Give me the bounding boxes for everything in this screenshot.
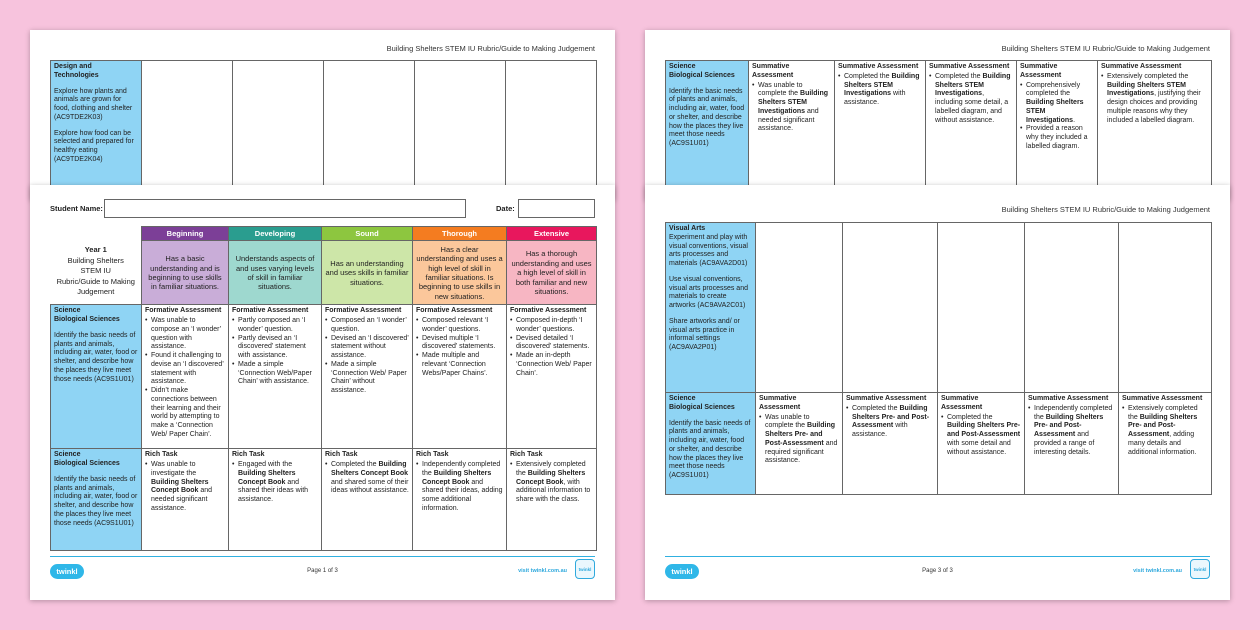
criteria-item	[510, 335, 593, 353]
criteria-text: Made an in-depth ‘Connection Web/ Paper Chain’.	[516, 352, 592, 377]
resource-name: Building Shelters STEM Investigations	[1107, 81, 1186, 98]
back-page-left	[30, 30, 615, 200]
criteria-text: with assistance.	[852, 422, 908, 438]
criteria-list	[838, 73, 922, 108]
intro-line: Building Shelters	[67, 255, 124, 265]
quality-badge-icon: twinkl	[1190, 559, 1210, 579]
criteria-list	[929, 73, 1013, 126]
page-footer	[50, 556, 595, 586]
page-number: Page 3 of 3	[922, 568, 953, 574]
criteria-text: Was unable to complete the	[758, 81, 803, 98]
criteria-text: Extensively completed the	[1107, 72, 1189, 80]
rubric-cell	[1098, 61, 1212, 201]
subject-subtitle: Biological Sciences	[54, 460, 120, 468]
criteria-text: Devised an ‘I discovered’ statement without assistance.	[331, 334, 409, 360]
date-field[interactable]	[518, 199, 595, 218]
criteria-item	[416, 335, 503, 353]
criteria-text: Provided a reason why they included a labelled diagram.	[1026, 125, 1088, 150]
criteria-text: , justifying their design choices and providing multiple reasons why they included a labelled diagram.	[1107, 90, 1201, 124]
criteria-list	[1101, 73, 1208, 126]
criteria-text: , including some detail, a labelled diagram, and without assistance.	[935, 90, 1009, 124]
rubric-cell	[756, 393, 843, 495]
criteria-list	[752, 82, 831, 135]
criteria-list	[232, 461, 318, 505]
criteria-text: Independently completed the	[422, 461, 501, 477]
rubric-table	[50, 226, 597, 551]
subject-title: Design and Technologies	[54, 63, 99, 79]
page-number: Page 1 of 3	[307, 568, 338, 574]
student-name-field[interactable]	[104, 199, 466, 218]
criteria-list	[510, 317, 593, 378]
criteria-item	[1020, 82, 1094, 126]
footer-divider	[665, 556, 1210, 557]
criteria-item	[941, 414, 1021, 458]
rubric-cell	[507, 449, 597, 551]
criteria-list	[759, 414, 839, 467]
criteria-text: Made multiple and relevant ‘Connection Webs/Paper Chains’.	[422, 352, 488, 377]
cell-title: Rich Task	[510, 451, 543, 459]
rubric-intro	[51, 227, 142, 305]
rubric-cell	[749, 61, 835, 201]
curriculum-text: Experiment and play with visual conventions, visual arts processes and materials (AC9AVA2D01)	[669, 233, 748, 267]
criteria-item	[510, 352, 593, 378]
empty-cell	[506, 61, 597, 201]
cell-title: Summative Assessment	[1020, 63, 1062, 79]
rubric-cell	[322, 305, 413, 449]
resource-name: Building Shelters STEM Investigations	[1026, 99, 1084, 124]
rubric-cell	[229, 305, 322, 449]
resource-name: Building Shelters Pre- and Post-Assessment	[1128, 413, 1198, 438]
criteria-text: , with additional information to share with the class.	[516, 478, 591, 504]
science-cell	[666, 61, 749, 201]
criteria-text: and shared their ideas with assistance.	[238, 478, 309, 504]
criteria-item	[145, 352, 225, 387]
date-label: Date:	[496, 204, 515, 213]
criteria-item	[846, 405, 934, 440]
empty-cell	[324, 61, 415, 201]
criteria-text: Completed the	[331, 461, 379, 469]
level-description: Has an understanding and uses skills in familiar situations.	[322, 241, 413, 305]
cell-title: Formative Assessment	[325, 307, 402, 315]
intro-line: Judgement	[77, 287, 115, 297]
student-name-label: Student Name:	[50, 204, 103, 213]
criteria-item	[145, 387, 225, 440]
back-page-right	[645, 30, 1230, 200]
cell-title: Rich Task	[416, 451, 449, 459]
level-description: Has a basic understanding and is beginning to use skills in familiar situations.	[142, 241, 229, 305]
rubric-cell	[843, 393, 938, 495]
level-extensive: Extensive	[507, 227, 597, 241]
criteria-text: .	[1073, 116, 1076, 124]
criteria-text: , adding many details and additional information.	[1128, 431, 1197, 456]
page-header: Building Shelters STEM IU Rubric/Guide to Making Judgement	[386, 44, 595, 53]
criteria-item	[838, 73, 922, 108]
curriculum-text: Identify the basic needs of plants and animals, including air, water, food or shelter, and describe how the places they live meet those needs (AC9S1U01)	[669, 419, 751, 479]
criteria-text: Completed the	[844, 72, 892, 80]
criteria-text: Partly composed an ‘I wonder’ question.	[238, 317, 306, 333]
rubric-table-top	[665, 60, 1212, 200]
criteria-item	[1020, 125, 1094, 151]
criteria-text: Devised detailed ‘I discovered’ statements.	[516, 334, 590, 351]
criteria-text: Independently completed the	[1034, 404, 1113, 421]
front-page-right	[645, 185, 1230, 600]
empty-cell	[843, 223, 938, 393]
science-cell	[666, 393, 756, 495]
level-description: Has a clear understanding and uses a high level of skill in familiar situations. Is beginning to use skills in new situations.	[413, 241, 507, 305]
resource-name: Building Shelters Concept Book	[238, 469, 296, 486]
criteria-item	[1122, 405, 1208, 458]
criteria-list	[510, 461, 593, 505]
criteria-text: Completed the	[852, 404, 900, 412]
level-thorough: Thorough	[413, 227, 507, 241]
level-description: Has a thorough understanding and uses a high level of skill in both familiar and new situations.	[507, 241, 597, 305]
resource-name: Building Shelters STEM Investigations	[844, 72, 920, 98]
rubric-table-top	[50, 60, 597, 200]
resource-name: Building Shelters Pre- and Post-Assessment	[1034, 413, 1104, 438]
criteria-item	[232, 461, 318, 505]
rubric-cell	[507, 305, 597, 449]
criteria-text: Devised multiple ‘I discovered’ statements.	[422, 334, 496, 351]
criteria-text: Completed the	[947, 413, 993, 421]
cell-title: Summative Assessment	[838, 63, 919, 70]
criteria-item	[510, 317, 593, 335]
criteria-item	[232, 361, 318, 387]
subject-title: Science	[54, 451, 81, 459]
criteria-list	[846, 405, 934, 440]
science-cell	[51, 305, 142, 449]
criteria-text: Partly devised an ‘I discovered’ statement with assistance.	[238, 334, 306, 360]
rubric-cell	[322, 449, 413, 551]
rubric-cell	[229, 449, 322, 551]
curriculum-text: Identify the basic needs of plants and animals, including air, water, food or shelter, and describe how the places they live meet those needs (AC9S1U01)	[669, 87, 745, 147]
cell-title: Formative Assessment	[145, 307, 222, 315]
rubric-cell	[142, 449, 229, 551]
criteria-text: and shared some of their ideas without assistance.	[331, 478, 409, 495]
cell-title: Formative Assessment	[232, 307, 309, 315]
cell-title: Formative Assessment	[510, 307, 587, 315]
empty-cell	[1119, 223, 1212, 393]
criteria-list	[325, 461, 409, 496]
visual-arts-cell	[666, 223, 756, 393]
resource-name: Building Shelters Concept Book	[331, 461, 409, 477]
subject-subtitle: Biological Sciences	[669, 403, 735, 411]
subject-subtitle: Biological Sciences	[54, 316, 120, 324]
curriculum-text: Share artworks and/ or visual arts practice in informal settings (AC9AVA2P01)	[669, 317, 740, 351]
criteria-item	[416, 352, 503, 378]
cell-title: Summative Assessment	[846, 395, 927, 402]
cell-title: Summative Assessment	[929, 63, 1010, 70]
cell-title: Summative Assessment	[752, 63, 794, 79]
subject-title: Visual Arts	[669, 225, 706, 232]
twinkl-logo: twinkl	[665, 564, 699, 579]
criteria-text: with assistance.	[844, 90, 906, 106]
criteria-text: Comprehensively completed the	[1026, 81, 1081, 98]
cell-title: Rich Task	[325, 451, 358, 459]
criteria-text: Made a simple ‘Connection Web/ Paper Chain’ without assistance.	[331, 360, 407, 395]
rubric-cell	[835, 61, 926, 201]
cell-title: Rich Task	[232, 451, 265, 459]
criteria-text: Made a simple ‘Connection Web/Paper Chain’ with assistance.	[238, 360, 312, 386]
cell-title: Summative Assessment	[759, 395, 801, 411]
rubric-cell	[1025, 393, 1119, 495]
level-description: Understands aspects of and uses varying levels of skill in familiar situations.	[229, 241, 322, 305]
cell-title: Summative Assessment	[1028, 395, 1109, 402]
criteria-text: Composed in-depth ‘I wonder’ questions.	[516, 317, 583, 333]
criteria-list	[941, 414, 1021, 458]
empty-cell	[142, 61, 233, 201]
criteria-text: with some detail and without assistance.	[947, 439, 1011, 456]
rubric-cell	[938, 393, 1025, 495]
empty-cell	[1025, 223, 1119, 393]
criteria-text: and shared their ideas, adding some additional information.	[422, 478, 503, 512]
design-tech-cell	[51, 61, 142, 201]
curriculum-text: Identify the basic needs of plants and animals, including air, water, food or shelter, and describe how the places they live meet those needs (AC9S1U01)	[54, 331, 138, 383]
criteria-item	[232, 317, 318, 335]
cell-title: Summative Assessment	[1122, 395, 1203, 402]
criteria-text: Found it challenging to devise an ‘I discovered’ statement with assistance.	[151, 352, 224, 386]
curriculum-text: Use visual conventions, visual arts processes and materials to create artworks (AC9AVA2C01)	[669, 275, 748, 309]
rubric-cell	[1017, 61, 1098, 201]
front-page-left	[30, 185, 615, 600]
rubric-table	[665, 222, 1212, 495]
criteria-text: Extensively completed the	[516, 461, 586, 477]
criteria-item	[1101, 73, 1208, 126]
resource-name: Building Shelters Concept Book	[422, 469, 492, 486]
criteria-text: and provided a range of interesting details.	[1034, 431, 1095, 456]
resource-name: Building Shelters Pre- and Post-Assessment	[765, 422, 836, 447]
criteria-list	[145, 461, 225, 514]
criteria-item	[510, 461, 593, 505]
criteria-list	[1028, 405, 1115, 458]
criteria-item	[232, 335, 318, 361]
criteria-list	[232, 317, 318, 387]
level-beginning: Beginning	[142, 227, 229, 241]
curriculum-text: Explore how food can be selected and prepared for healthy eating (AC9TDE2K04)	[54, 129, 134, 163]
criteria-list	[1020, 82, 1094, 152]
twinkl-logo: twinkl	[50, 564, 84, 579]
resource-name: Building Shelters Concept Book	[151, 478, 209, 495]
rubric-cell	[413, 305, 507, 449]
criteria-text: Was unable to investigate the	[151, 461, 197, 477]
criteria-text: Composed relevant ‘I wonder’ questions.	[422, 317, 489, 333]
criteria-item	[759, 414, 839, 467]
cell-title: Summative Assessment	[1101, 63, 1182, 70]
empty-cell	[415, 61, 506, 201]
criteria-item	[929, 73, 1013, 126]
criteria-item	[325, 317, 409, 335]
subject-subtitle: Biological Sciences	[669, 71, 735, 79]
page-header: Building Shelters STEM IU Rubric/Guide to Making Judgement	[1001, 44, 1210, 53]
cell-title: Summative Assessment	[941, 395, 983, 411]
resource-name: Building Shelters Pre- and Post-Assessment	[852, 404, 930, 430]
footer-link[interactable]: visit twinkl.com.au	[518, 568, 567, 574]
criteria-text: Extensively completed the	[1128, 404, 1198, 421]
intro-line: STEM IU	[80, 266, 111, 276]
subject-title: Science	[669, 395, 696, 402]
criteria-text: and needed significant assistance.	[151, 487, 213, 512]
empty-cell	[938, 223, 1025, 393]
criteria-text: Engaged with the	[238, 461, 293, 469]
criteria-text: Completed the	[935, 72, 983, 80]
criteria-list	[325, 317, 409, 396]
criteria-item	[325, 335, 409, 361]
cell-title: Rich Task	[145, 451, 178, 459]
criteria-item	[416, 461, 503, 514]
cell-title: Formative Assessment	[416, 307, 493, 315]
rubric-cell	[413, 449, 507, 551]
level-developing: Developing	[229, 227, 322, 241]
rubric-cell	[1119, 393, 1212, 495]
empty-cell	[233, 61, 324, 201]
rubric-cell	[926, 61, 1017, 201]
footer-divider	[50, 556, 595, 557]
level-sound: Sound	[322, 227, 413, 241]
curriculum-text: Explore how plants and animals are grown for food, clothing and shelter (AC9TDE2K03)	[54, 87, 133, 121]
curriculum-text: Identify the basic needs of plants and animals, including air, water, food or shelter, and describe how the places they live meet those needs (AC9S1U01)	[54, 475, 138, 527]
criteria-item	[325, 361, 409, 396]
intro-line: Rubric/Guide to Making	[56, 276, 135, 286]
criteria-list	[416, 317, 503, 378]
criteria-item	[325, 461, 409, 496]
quality-badge-icon: twinkl	[575, 559, 595, 579]
criteria-text: and needed significant assistance.	[758, 107, 819, 133]
page-footer	[665, 556, 1210, 586]
criteria-item	[416, 317, 503, 335]
criteria-text: Was unable to complete the	[765, 413, 810, 430]
empty-cell	[756, 223, 843, 393]
rubric-cell	[142, 305, 229, 449]
page-header: Building Shelters STEM IU Rubric/Guide to Making Judgement	[1001, 205, 1210, 214]
footer-link[interactable]: visit twinkl.com.au	[1133, 568, 1182, 574]
subject-title: Science	[669, 63, 696, 70]
resource-name: Building Shelters STEM Investigations	[758, 90, 829, 115]
resource-name: Building Shelters Pre- and Post-Assessment	[947, 422, 1021, 438]
criteria-text: Composed an ‘I wonder’ question.	[331, 317, 407, 333]
criteria-item	[752, 82, 831, 135]
criteria-list	[1122, 405, 1208, 458]
resource-name: Building Shelters Concept Book	[516, 469, 586, 486]
science-cell	[51, 449, 142, 551]
criteria-list	[416, 461, 503, 514]
intro-line: Year 1	[84, 245, 107, 255]
criteria-text: Didn’t make connections between their learning and their world by attempting to make a ‘Connection Web/ Paper Chain’.	[151, 387, 221, 438]
criteria-item	[145, 317, 225, 352]
resource-name: Building Shelters STEM Investigations	[935, 72, 1011, 98]
subject-title: Science	[54, 307, 81, 315]
criteria-item	[1028, 405, 1115, 458]
criteria-list	[145, 317, 225, 440]
criteria-item	[145, 461, 225, 514]
criteria-text: and required significant assistance.	[765, 439, 838, 465]
criteria-text: Was unable to compose an ‘I wonder’ question with assistance.	[151, 317, 222, 351]
